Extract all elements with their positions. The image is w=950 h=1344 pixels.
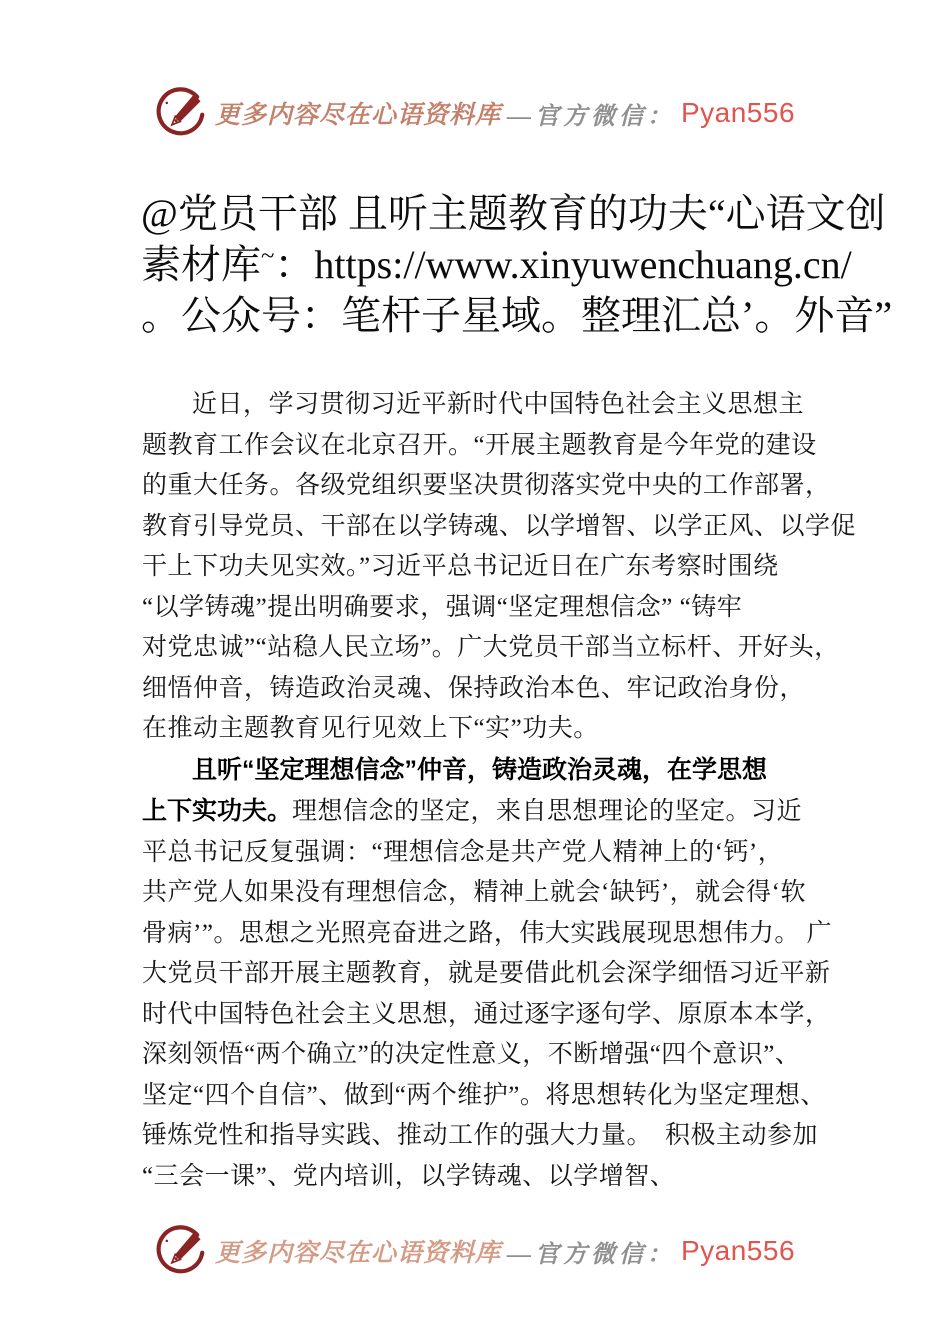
text-segment: 大党员干部开展主题教育，就是要借此机会深学细悟习近平新: [142, 960, 831, 987]
watermark-text: 更多内容尽在心语资料库: [214, 102, 501, 129]
text-segment: 教育引导党员、干部在以学铸魂、以学增智、以学正风、以学促: [142, 512, 857, 540]
text-segment: “以学铸魂”提出明确要求，强调“坚定理想信念” “铸牢: [142, 593, 743, 621]
document-body: [142, 385, 862, 1197]
document-title: [141, 188, 893, 341]
text-segment: 对党忠诚”“站稳人民立场”。广大党员干部当立标杆、开好头，: [142, 634, 840, 661]
text-segment: 平总书记反复强调：“理想信念是共产党人精神上的‘钙’，: [142, 838, 784, 866]
text-segment: 题教育工作会议在北京召开。“开展主题教育是今年党的建设: [142, 431, 817, 459]
body-line: [142, 750, 862, 792]
text-segment: 。公众号：笔杆子星域。整理汇总’。外音”: [141, 293, 893, 338]
body-line: [142, 1157, 862, 1198]
text-segment: 干上下功夫见实效。”习近平总书记近日在广东考察时围绕: [142, 553, 779, 580]
body-line: [142, 547, 862, 588]
body-line: [142, 709, 862, 750]
body-line: [142, 385, 862, 426]
text-segment: 锤炼党性和指导实践、推动工作的强大力量。 积极主动参加: [142, 1122, 819, 1149]
body-line: [142, 833, 862, 874]
watermark-wechat-label: —官方微信：: [506, 1241, 675, 1268]
title-line: [141, 188, 886, 239]
title-line: [141, 290, 893, 341]
text-segment: 深刻领悟“两个确立”的决定性意义，不断增强“四个意识”、: [142, 1041, 801, 1068]
body-line: [142, 791, 862, 833]
watermark-wechat-label: —官方微信：: [506, 103, 675, 130]
text-segment: 共产党人如果没有理想信念，精神上就会‘缺钙’，就会得‘软: [142, 879, 806, 906]
brand-logo-icon: [155, 1222, 209, 1280]
body-line: [142, 1076, 862, 1117]
text-segment: 素材库: [141, 242, 261, 287]
watermark-wechat-id: Pyan556: [680, 1235, 796, 1266]
body-line: [142, 669, 862, 710]
watermark-text: 更多内容尽在心语资料库: [214, 1240, 501, 1267]
text-segment: 时代中国特色社会主义思想，通过逐字逐句学、原原本本学，: [142, 1000, 831, 1028]
text-segment: 坚定“四个自信”、做到“两个维护”。将思想转化为坚定理想、: [142, 1081, 826, 1109]
body-line: [142, 1116, 862, 1157]
title-line: [141, 239, 861, 290]
footer-watermark: [0, 1222, 950, 1280]
text-segment: ：https://www.xinyuwenchuang.cn/: [274, 242, 852, 287]
text-segment: “三会一课”、党内培训，以学铸魂、以学增智、: [142, 1162, 676, 1190]
body-line: [142, 507, 862, 548]
body-line: [142, 628, 862, 669]
body-line: [142, 1035, 862, 1076]
text-segment: 骨病’”。思想之光照亮奋进之路，伟大实践展现思想伟力。 广: [142, 919, 833, 947]
body-line: [142, 426, 862, 467]
text-segment: 上下实功夫。: [142, 797, 293, 825]
text-segment: 近日，学习贯彻习近平新时代中国特色社会主义思想主: [192, 391, 805, 418]
text-segment: @党员干部 且听主题教育的功夫“心语文创: [141, 191, 886, 236]
watermark-wechat-id: Pyan556: [680, 97, 796, 128]
brand-logo-icon: [155, 84, 209, 142]
body-line: [142, 873, 862, 914]
text-segment: ~: [261, 242, 275, 270]
body-line: [142, 588, 862, 629]
body-line: [142, 954, 862, 995]
body-line: [142, 914, 862, 955]
body-line: [142, 995, 862, 1036]
text-segment: 的重大任务。各级党组织要坚决贯彻落实党中央的工作部署，: [142, 472, 831, 499]
text-segment: 理想信念的坚定，来自思想理论的坚定。习近: [292, 798, 803, 825]
text-segment: 且听“坚定理想信念”仲音，铸造政治灵魂，在学思想: [192, 755, 768, 784]
text-segment: 在推动主题教育见行见效上下“实”功夫。: [142, 715, 599, 742]
body-line: [142, 466, 862, 507]
text-segment: 细悟仲音，铸造政治灵魂、保持政治本色、牢记政治身份，: [142, 674, 806, 702]
header-watermark: [0, 84, 950, 142]
